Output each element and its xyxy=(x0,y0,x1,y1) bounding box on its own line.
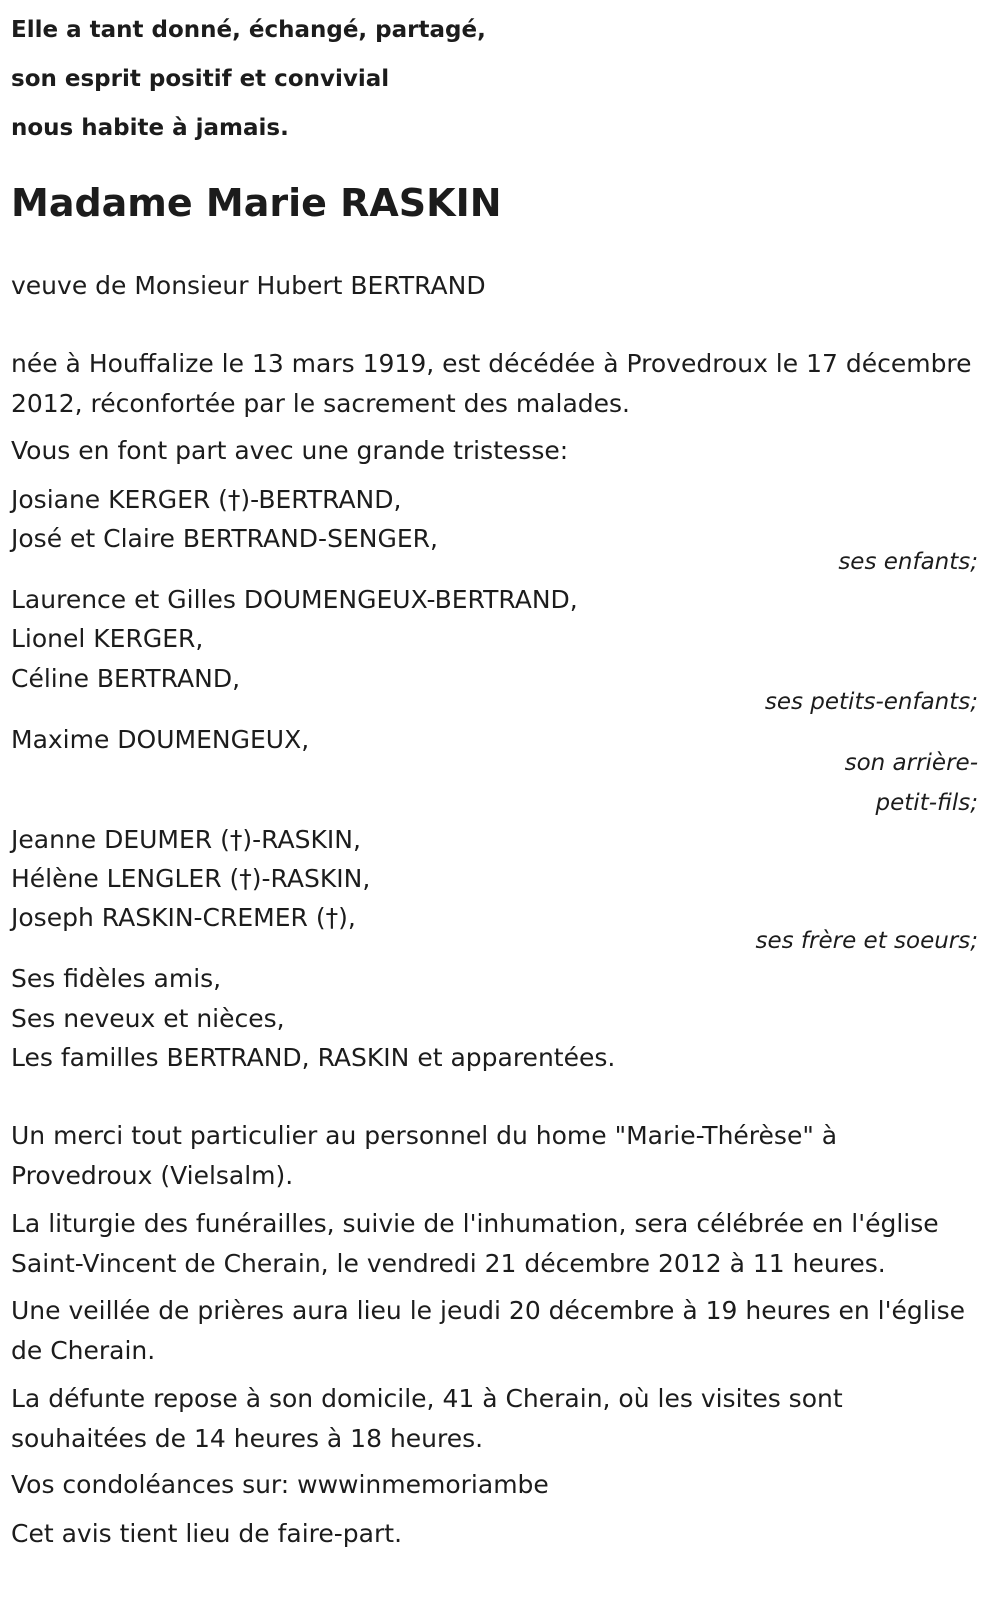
epigraph-line-3: nous habite à jamais. xyxy=(11,115,289,141)
sibling-name: Joseph RASKIN-CREMER (†), xyxy=(11,903,356,932)
sibling-name: Jeanne DEUMER (†)-RASKIN, xyxy=(11,825,361,854)
vigil-paragraph: Une veillée de prières aura lieu le jeudi 20 décembre à 19 heures en l'église de Cherain. xyxy=(11,1296,966,1365)
condolences-line: Vos condoléances sur: wwwinmemoriambe xyxy=(11,1470,549,1499)
grandchild-name: Lionel KERGER, xyxy=(11,624,204,653)
notice-line: Cet avis tient lieu de faire-part. xyxy=(11,1519,403,1548)
birth-death-paragraph: née à Houffalize le 13 mars 1919, est décédée à Provedroux le 17 décembre 2012, réconfortée par le sacrement des malades. xyxy=(11,349,972,418)
grandchild-name: Laurence et Gilles DOUMENGEUX-BERTRAND, xyxy=(11,585,578,614)
child-name: Josiane KERGER (†)-BERTRAND, xyxy=(11,485,402,514)
announcement-line: Vous en font part avec une grande tristesse: xyxy=(11,436,569,465)
spouse-line: veuve de Monsieur Hubert BERTRAND xyxy=(11,271,486,300)
deceased-name: Madame Marie RASKIN xyxy=(11,181,502,225)
epigraph xyxy=(11,6,486,153)
others-line: Les familles BERTRAND, RASKIN et apparentées. xyxy=(11,1043,616,1072)
epigraph-line-1: Elle a tant donné, échangé, partagé, xyxy=(11,17,486,43)
visits-paragraph: La défunte repose à son domicile, 41 à Cherain, où les visites sont souhaitées de 14 heures à 18 heures. xyxy=(11,1384,843,1453)
others-line: Ses fidèles amis, xyxy=(11,964,222,993)
funeral-paragraph: La liturgie des funérailles, suivie de l'inhumation, sera célébrée en l'église Saint-Vincent de Cherain, le vendredi 21 décembre 2012 à 11 heures. xyxy=(11,1209,939,1278)
others-line: Ses neveux et nièces, xyxy=(11,1004,285,1033)
thanks-paragraph: Un merci tout particulier au personnel du home "Marie-Thérèse" à Provedroux (Vielsalm). xyxy=(11,1121,838,1190)
grandchild-name: Céline BERTRAND, xyxy=(11,664,241,693)
siblings-role: ses frère et soeurs; xyxy=(755,928,978,954)
grandchildren-role: ses petits-enfants; xyxy=(764,689,978,715)
great-grandchildren-role: son arrière-petit-fils; xyxy=(844,750,978,816)
epigraph-line-2: son esprit positif et convivial xyxy=(11,66,390,92)
children-role: ses enfants; xyxy=(838,549,978,575)
child-name: José et Claire BERTRAND-SENGER, xyxy=(11,524,438,553)
great-grandchild-name: Maxime DOUMENGEUX, xyxy=(11,725,310,754)
sibling-name: Hélène LENGLER (†)-RASKIN, xyxy=(11,864,371,893)
